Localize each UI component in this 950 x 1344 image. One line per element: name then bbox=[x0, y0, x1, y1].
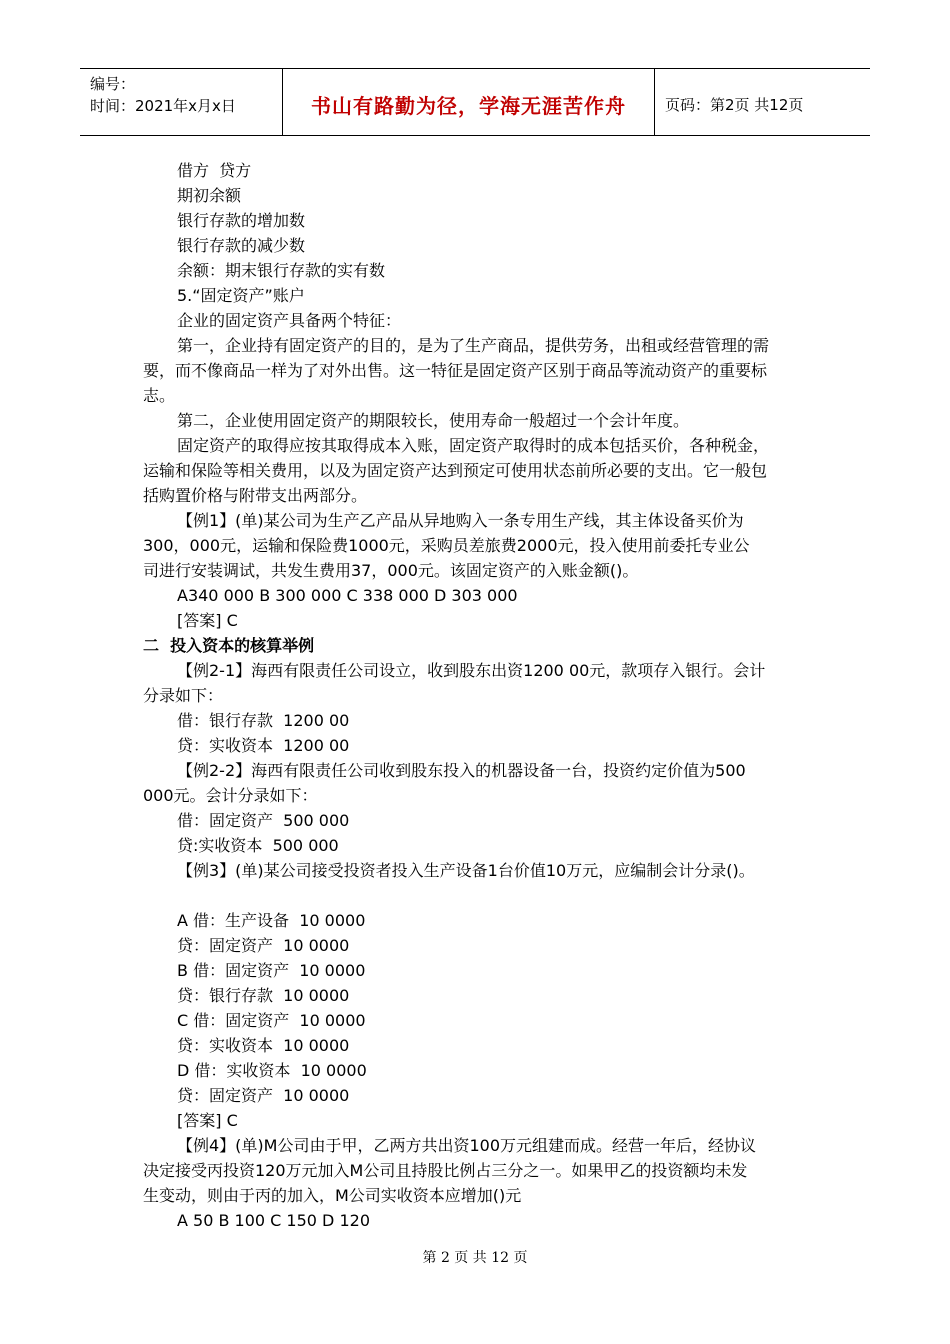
text-line: 分录如下： bbox=[143, 686, 224, 705]
journal-entry: 贷:实收资本 500 000 bbox=[177, 836, 339, 855]
text-line: 余额：期末银行存款的实有数 bbox=[177, 261, 386, 280]
example-line: 【例3】(单)某公司接受投资者投入生产设备1台价值10万元，应编制会计分录()。 bbox=[177, 861, 755, 880]
journal-entry: 贷：固定资产 10 0000 bbox=[177, 936, 350, 955]
journal-entry: 借：固定资产 500 000 bbox=[177, 811, 350, 830]
header-meta bbox=[80, 69, 283, 135]
text-line: 第二，企业使用固定资产的期限较长，使用寿命一般超过一个会计年度。 bbox=[177, 411, 690, 430]
example-line: 【例1】(单)某公司为生产乙产品从异地购入一条专用生产线，其主体设备买价为 bbox=[177, 511, 744, 530]
text-line: 志。 bbox=[143, 386, 176, 405]
text-line: 银行存款的减少数 bbox=[177, 236, 306, 255]
journal-entry: 贷：实收资本 1200 00 bbox=[177, 736, 350, 755]
journal-entry: 贷：固定资产 10 0000 bbox=[177, 1086, 350, 1105]
text-line: 括购置价格与附带支出两部分。 bbox=[143, 486, 368, 505]
section-heading: 5.“固定资产”账户 bbox=[177, 286, 305, 305]
journal-entry: 借：银行存款 1200 00 bbox=[177, 711, 350, 730]
text-line: 生变动，则由于丙的加入，M公司实收资本应增加()元 bbox=[143, 1186, 522, 1205]
header-page-info: 页码：第2页 共12页 bbox=[665, 95, 804, 114]
text-line: 固定资产的取得应按其取得成本入账，固定资产取得时的成本包括买价，各种税金， bbox=[177, 436, 770, 455]
example-line: 【例4】(单)M公司由于甲，乙两方共出资100万元组建而成。经营一年后，经协议 bbox=[177, 1136, 757, 1155]
journal-entry: 贷：银行存款 10 0000 bbox=[177, 986, 350, 1005]
journal-entry: 贷：实收资本 10 0000 bbox=[177, 1036, 350, 1055]
text-line: 第一，企业持有固定资产的目的，是为了生产商品，提供劳务，出租或经营管理的需 bbox=[177, 336, 770, 355]
page-header bbox=[80, 68, 870, 136]
answer-line: [答案] C bbox=[177, 1111, 238, 1130]
text-line: 借方 贷方 bbox=[177, 161, 252, 180]
header-motto: 书山有路勤为径，学海无涯苦作舟 bbox=[311, 93, 626, 118]
answer-line: [答案] C bbox=[177, 611, 238, 630]
example-line: 【例2-2】海西有限责任公司收到股东投入的机器设备一台，投资约定价值为500 bbox=[177, 761, 746, 780]
text-line: 司进行安装调试，共发生费用37，000元。该固定资产的入账金额()。 bbox=[143, 561, 639, 580]
page-footer: 第 2 页 共 12 页 bbox=[422, 1250, 528, 1266]
options-line: A340 000 B 300 000 C 338 000 D 303 000 bbox=[177, 586, 518, 605]
text-line: 000元。会计分录如下： bbox=[143, 786, 318, 805]
journal-entry: D 借：实收资本 10 0000 bbox=[177, 1061, 367, 1080]
text-line: 期初余额 bbox=[177, 186, 242, 205]
text-line: 运输和保险等相关费用，以及为固定资产达到预定可使用状态前所必要的支出。它一般包 bbox=[143, 461, 768, 480]
options-line: A 50 B 100 C 150 D 120 bbox=[177, 1211, 370, 1230]
header-motto-cell bbox=[283, 69, 655, 135]
text-line: 要，而不像商品一样为了对外出售。这一特征是固定资产区别于商品等流动资产的重要标 bbox=[143, 361, 768, 380]
document-time: 时间：2021年x月x日 bbox=[90, 97, 236, 115]
text-line: 银行存款的增加数 bbox=[177, 211, 306, 230]
section-heading: 二 投入资本的核算举例 bbox=[143, 636, 315, 655]
document-number: 编号： bbox=[90, 75, 136, 93]
text-line: 企业的固定资产具备两个特征： bbox=[177, 311, 402, 330]
journal-entry: A 借：生产设备 10 0000 bbox=[177, 911, 366, 930]
text-line: 300，000元，运输和保险费1000元，采购员差旅费2000元，投入使用前委托专业公 bbox=[143, 536, 750, 555]
journal-entry: B 借：固定资产 10 0000 bbox=[177, 961, 366, 980]
journal-entry: C 借：固定资产 10 0000 bbox=[177, 1011, 366, 1030]
text-line: 决定接受丙投资120万元加入M公司且持股比例占三分之一。如果甲乙的投资额均未发 bbox=[143, 1161, 748, 1180]
example-line: 【例2-1】海西有限责任公司设立，收到股东出资1200 00元，款项存入银行。会计 bbox=[177, 661, 766, 680]
